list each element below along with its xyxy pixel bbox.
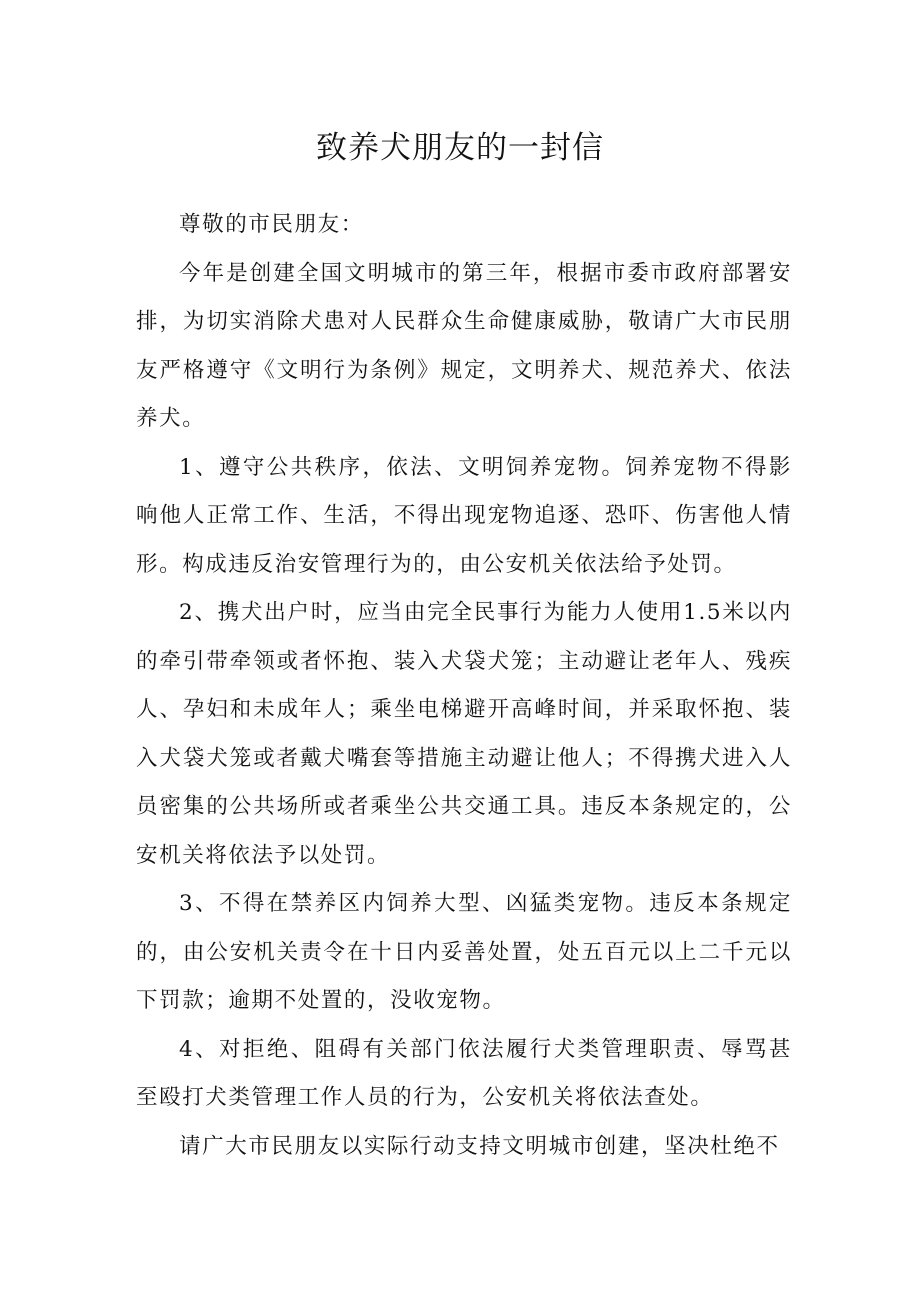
paragraph-rule-2: 2、携犬出户时，应当由完全民事行为能力人使用1.5米以内的牵引带牵领或者怀抱、装入犬袋犬笼；主动避让老年人、残疾人、孕妇和未成年人；乘坐电梯避开高峰时间，并采取怀抱、装入犬袋犬笼或者戴犬嘴套等措施主动避让他人；不得携犬进入人员密集的公共场所或者乘坐公共交通工具。违反本条规定的，公安机关将依法予以处罚。	[136, 600, 792, 868]
paragraph-intro: 今年是创建全国文明城市的第三年，根据市委市政府部署安排，为切实消除犬患对人民群众生命健康威胁，敬请广大市民朋友严格遵守《文明行为条例》规定，文明养犬、规范养犬、依法养犬。	[136, 260, 792, 431]
paragraph-rule-1: 1、遵守公共秩序，依法、文明饲养宠物。饲养宠物不得影响他人正常工作、生活，不得出现宠物追逐、恐吓、伤害他人情形。构成违反治安管理行为的，由公安机关依法给予处罚。	[136, 454, 792, 577]
paragraph-closing: 请广大市民朋友以实际行动支持文明城市创建，坚决杜绝不	[179, 1133, 780, 1159]
document-title: 致养犬朋友的一封信	[316, 130, 604, 166]
paragraph-rule-4: 4、对拒绝、阻碍有关部门依法履行犬类管理职责、辱骂甚至殴打犬类管理工作人员的行为，公安机关将依法查处。	[136, 1036, 792, 1110]
paragraph-rule-3: 3、不得在禁养区内饲养大型、凶猛类宠物。违反本条规定的，由公安机关责令在十日内妥善处置，处五百元以上二千元以下罚款；逾期不处置的，没收宠物。	[136, 891, 792, 1013]
salutation: 尊敬的市民朋友：	[179, 212, 364, 237]
letter-body	[136, 201, 792, 1171]
